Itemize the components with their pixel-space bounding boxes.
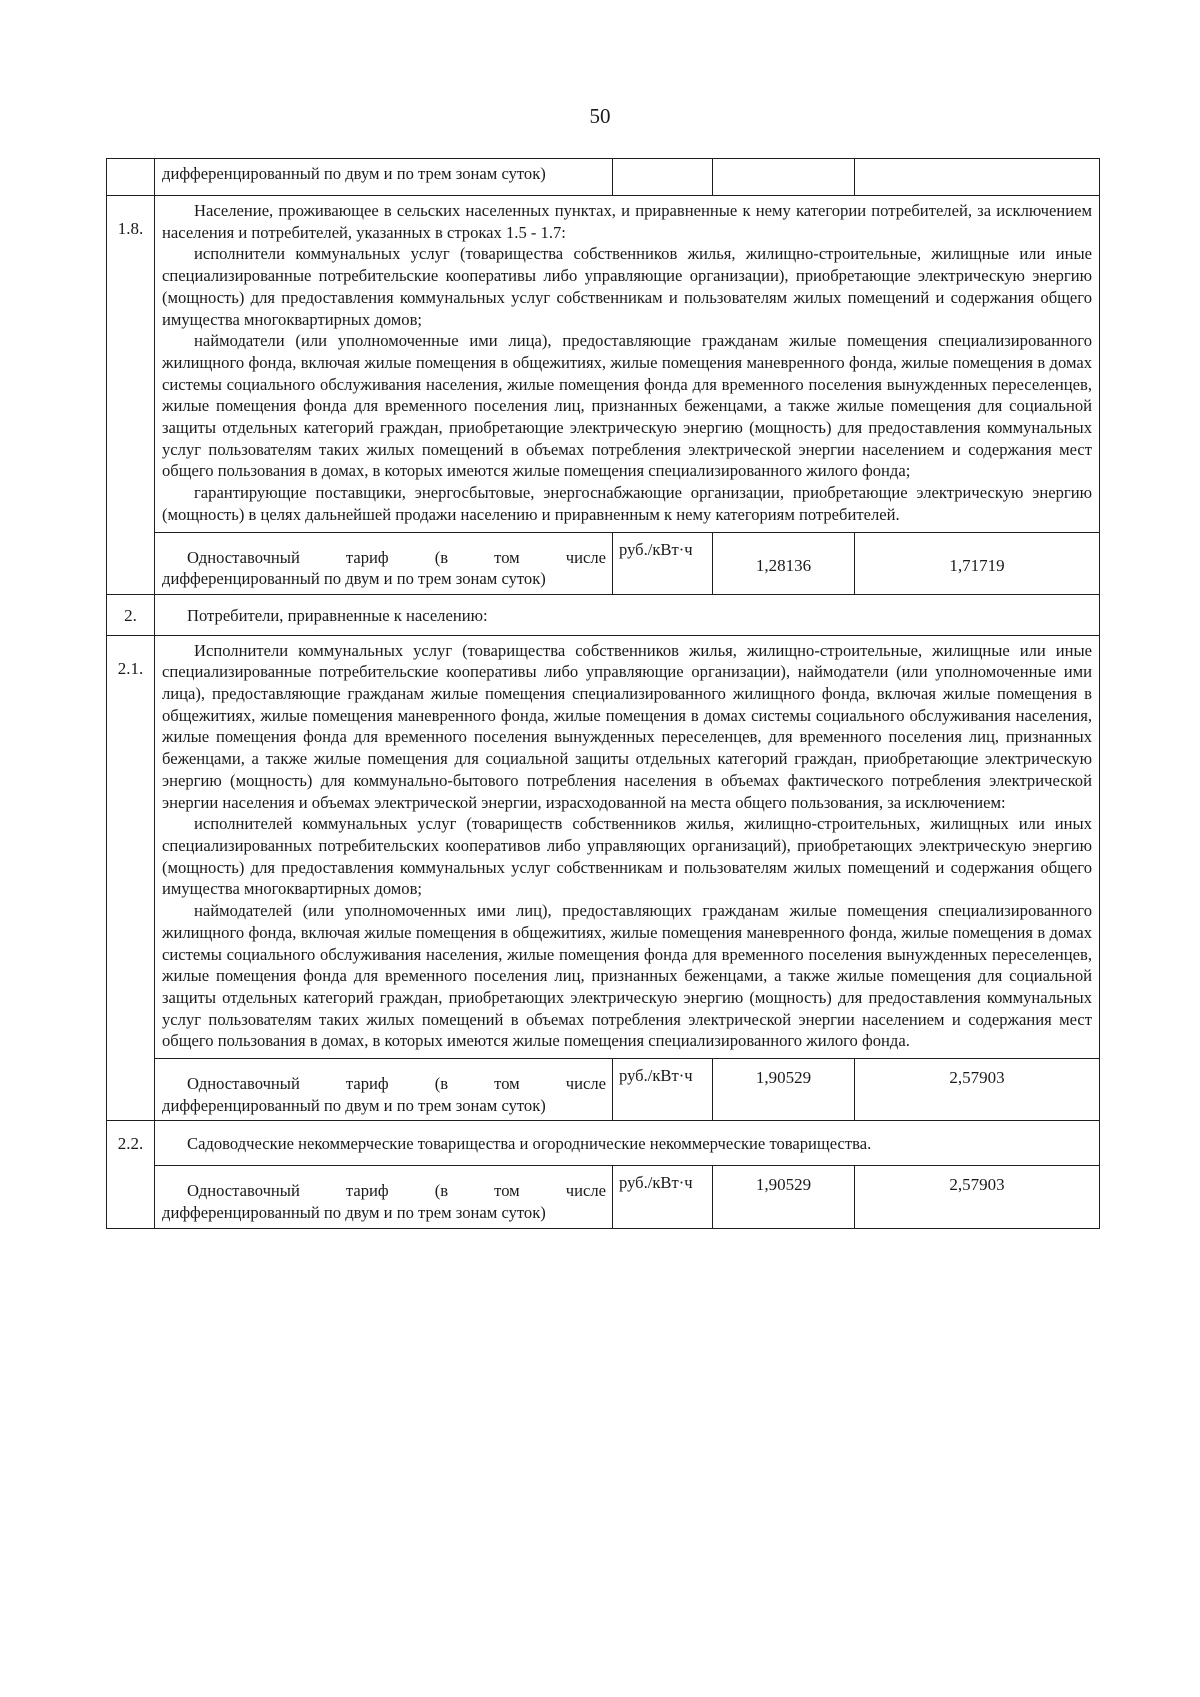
row-description bbox=[155, 196, 1100, 533]
table-row-1-8 bbox=[107, 196, 1100, 533]
page-number: 50 bbox=[589, 104, 611, 128]
tariff-label-line2: дифференцированный по двум и по трем зонам суток) bbox=[162, 569, 546, 589]
paragraph: гарантирующие поставщики, энергосбытовые, энергоснабжающие организации, приобретающие электрическую энергию (мощность) в целях дальнейшей продажи населению и приравненным к нему категориям потребителей. bbox=[162, 483, 1092, 524]
row-description: Потребители, приравненные к населению: bbox=[155, 594, 1100, 635]
paragraph: Исполнители коммунальных услуг (товарищества собственников жилья, жилищно-строительные, жилищные или иные специализированные потребительские кооперативы либо управляющие организации), наймодатели (или уполномоченные ими лица), предоставляющие гражданам жилые помещения специализированного жилищного фонда, включая жилые помещения в общежитиях, жилые помещения маневренного фонда, жилые помещения в домах системы социального обслуживания населения, жилые помещения фонда для временного поселения вынужденных переселенцев, для временного поселения лиц, признанных беженцами, а также жилые помещения для социальной защиты отдельных категорий граждан, приобретающие электрическую энергию (мощность) для коммунально-бытового потребления населения в объемах фактического потребления электрической энергии населения и объемах электрической энергии, израсходованной на места общего пользования, за исключением: bbox=[162, 640, 1092, 812]
table-row-1-8-tariff bbox=[107, 532, 1100, 594]
tariff-label-line1: Одноставочный тариф (в том числе bbox=[187, 1181, 606, 1201]
row-number: 1.8. bbox=[107, 196, 155, 595]
row-description: Садоводческие некоммерческие товарищества и огороднические некоммерческие товарищества. bbox=[155, 1121, 1100, 1166]
paragraph: исполнители коммунальных услуг (товарищества собственников жилья, жилищно-строительные, жилищные или иные специализированные потребительские кооперативы либо управляющие организации), приобретающие электрическую энергию (мощность) для предоставления коммунальных услуг собственникам и пользователям жилых помещений и содержания общего имущества многоквартирных домов; bbox=[162, 244, 1092, 329]
unit-cell: руб./кВт·ч bbox=[613, 532, 713, 594]
value-cell-2: 2,57903 bbox=[855, 1166, 1100, 1228]
row-number: 2.1. bbox=[107, 635, 155, 1121]
table-row-2-1-tariff bbox=[107, 1059, 1100, 1121]
row-number: 2.2. bbox=[107, 1121, 155, 1228]
value-cell-1: 1,90529 bbox=[713, 1166, 855, 1228]
tariff-label-cell bbox=[155, 159, 613, 196]
row-number: 2. bbox=[107, 594, 155, 635]
value-cell-1: 1,28136 bbox=[713, 532, 855, 594]
table-row-2-2-tariff bbox=[107, 1166, 1100, 1228]
table-row-continued bbox=[107, 159, 1100, 196]
tariff-label-line2: дифференцированный по двум и по трем зонам суток) bbox=[162, 1202, 546, 1222]
tariff-table bbox=[106, 158, 1100, 1229]
row-description bbox=[155, 635, 1100, 1058]
paragraph: исполнителей коммунальных услуг (товариществ собственников жилья, жилищно-строительных, жилищных или иных специализированных потребительских кооперативов либо управляющих организаций), приобретающих электрическую энергию (мощность) для предоставления коммунальных услуг собственникам и пользователям жилых помещений и содержания общего имущества многоквартирных домов; bbox=[162, 814, 1092, 899]
tariff-label: дифференцированный по двум и по трем зонам суток) bbox=[162, 164, 546, 183]
tariff-label-line1: Одноставочный тариф (в том числе bbox=[187, 547, 606, 567]
tariff-label-cell bbox=[155, 1059, 613, 1121]
value-cell-2 bbox=[855, 159, 1100, 196]
table-row-2-1 bbox=[107, 635, 1100, 1058]
value-cell-1 bbox=[713, 159, 855, 196]
value-cell-1: 1,90529 bbox=[713, 1059, 855, 1121]
unit-cell bbox=[613, 159, 713, 196]
paragraph: Население, проживающее в сельских населенных пунктах, и приравненные к нему категории потребителей, за исключением населения и потребителей, указанных в строках 1.5 - 1.7: bbox=[162, 201, 1092, 242]
unit-cell: руб./кВт·ч bbox=[613, 1166, 713, 1228]
row-number-cell bbox=[107, 159, 155, 196]
value-cell-2: 2,57903 bbox=[855, 1059, 1100, 1121]
table-row-2 bbox=[107, 594, 1100, 635]
paragraph: наймодатели (или уполномоченные ими лица), предоставляющие гражданам жилые помещения специализированного жилищного фонда, включая жилые помещения в общежитиях, жилые помещения маневренного фонда, жилые помещения в домах системы социального обслуживания населения, жилые помещения фонда для временного поселения вынужденных переселенцев, жилые помещения фонда для временного поселения лиц, признанных беженцами, а также жилые помещения для социальной защиты отдельных категорий граждан, приобретающие электрическую энергию (мощность) для предоставления коммунальных услуг пользователям таких жилых помещений в объемах потребления электрической энергии населением и содержания мест общего пользования в домах, в которых имеются жилые помещения специализированного жилого фонда; bbox=[162, 331, 1092, 481]
tariff-label-cell bbox=[155, 1166, 613, 1228]
unit-cell: руб./кВт·ч bbox=[613, 1059, 713, 1121]
table-row-2-2 bbox=[107, 1121, 1100, 1166]
value-cell-2: 1,71719 bbox=[855, 532, 1100, 594]
tariff-label-line1: Одноставочный тариф (в том числе bbox=[187, 1074, 606, 1094]
tariff-label-cell bbox=[155, 532, 613, 594]
paragraph: наймодателей (или уполномоченных ими лиц), предоставляющих гражданам жилые помещения специализированного жилищного фонда, включая жилые помещения в общежитиях, жилые помещения маневренного фонда, жилые помещения в домах системы социального обслуживания населения, жилые помещения фонда для временного поселения вынужденных переселенцев, жилые помещения фонда для временного поселения лиц, признанных беженцами, а также жилые помещения для социальной защиты отдельных категорий граждан, приобретающих электрическую энергию (мощность) для предоставления коммунальных услуг пользователям таких жилых помещений в объемах потребления электрической энергии населением и содержания мест общего пользования в домах, в которых имеются жилые помещения специализированного жилого фонда. bbox=[162, 901, 1092, 1051]
tariff-label-line2: дифференцированный по двум и по трем зонам суток) bbox=[162, 1095, 546, 1115]
